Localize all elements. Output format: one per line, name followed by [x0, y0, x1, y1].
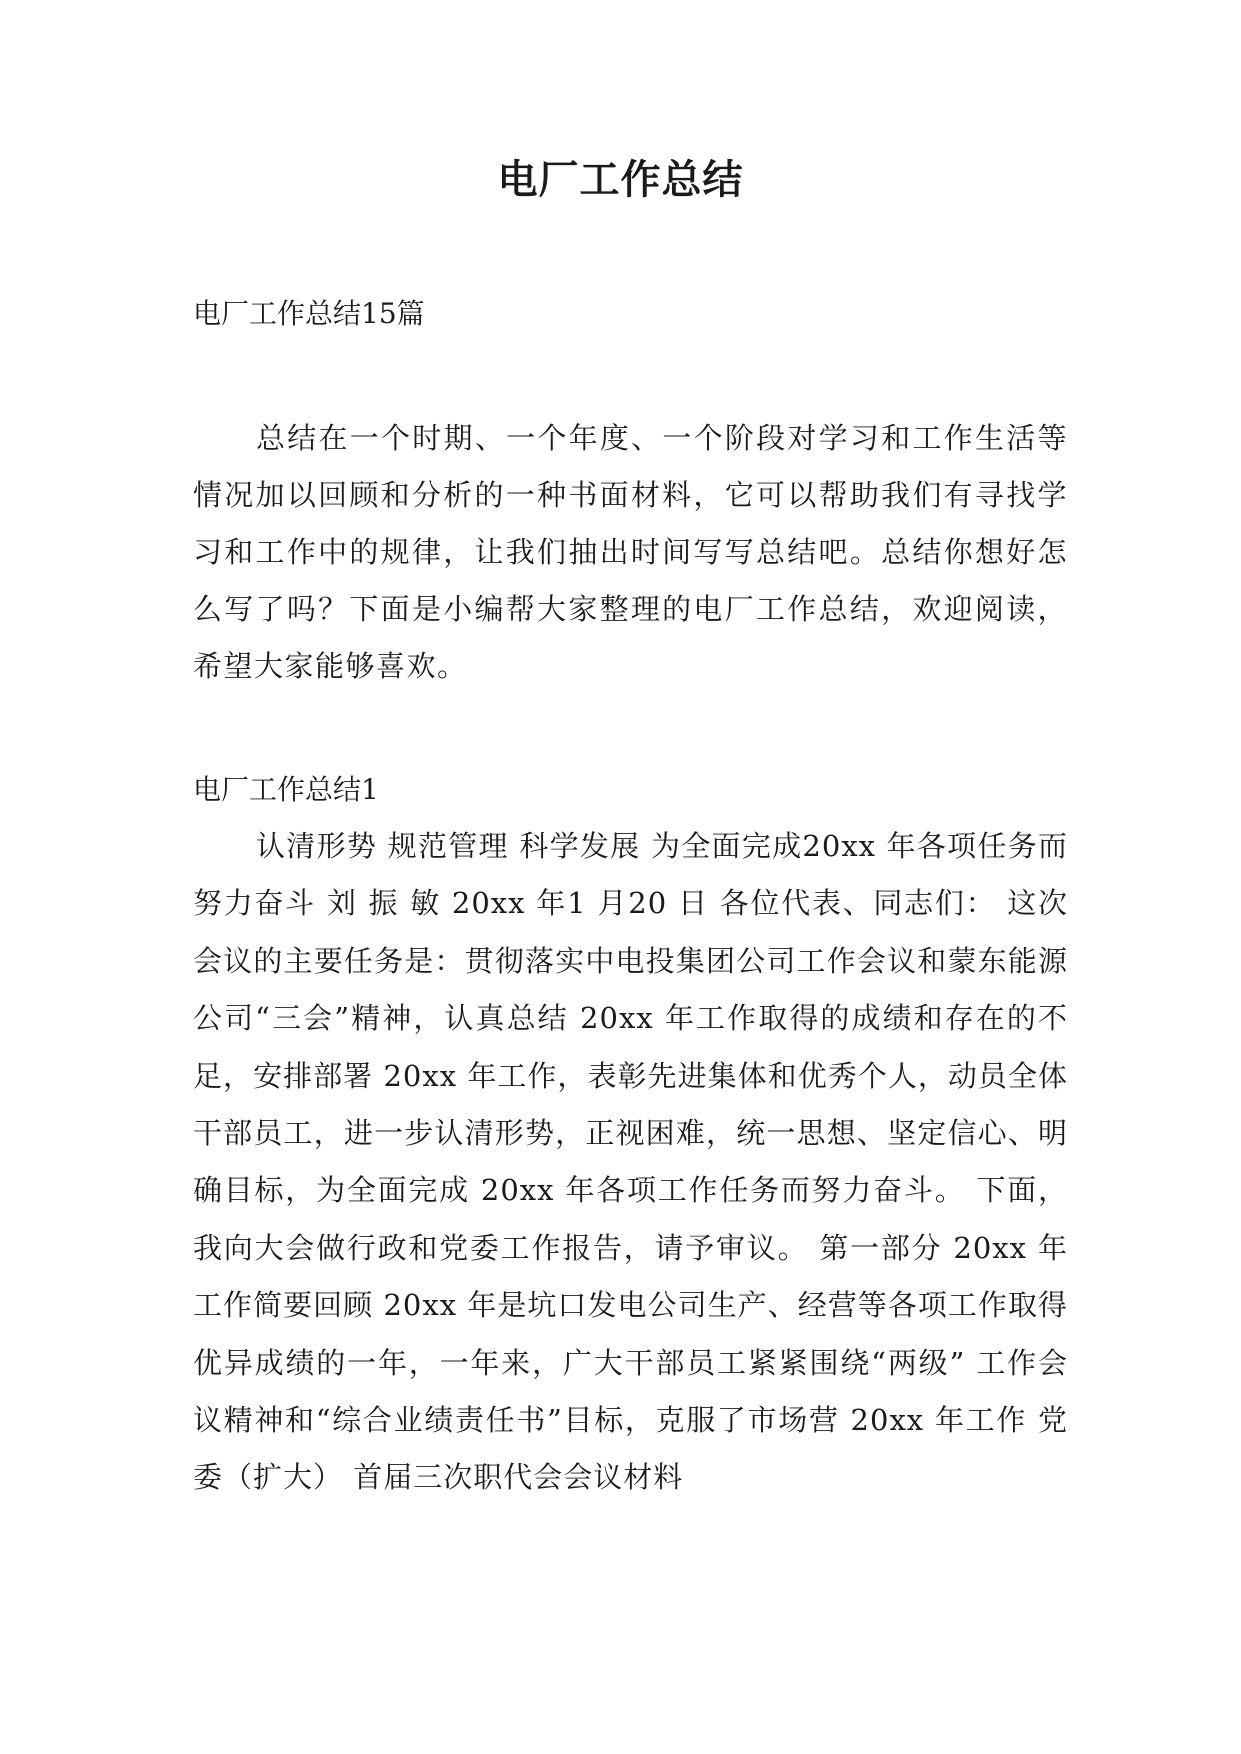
section-heading: 电厂工作总结1 [193, 773, 379, 806]
document-subtitle: 电厂工作总结15篇 [193, 297, 425, 330]
document-title: 电厂工作总结 [497, 157, 744, 203]
body-paragraph: 认清形势 规范管理 科学发展 为全面完成20xx 年各项任务而努力奋斗 刘 振 敏 20xx 年1 月20 日 各位代表、同志们： 这次会议的主要任务是：贯彻落实中电投集团公司工作会议和蒙东能源公司“三会”精神，认真总结 20xx 年工作取得的成绩和存在的不足，安排部署 20xx 年工作，表彰先进集体和优秀个人，动员全体干部员工，进一步认清形势，正视困难，统一思想、坚定信心、明确目标，为全面完成 20xx 年各项工作任务而努力奋斗。 下面，我向大会做行政和党委工作报告，请予审议。 第一部分 20xx 年工作简要回顾 20xx 年是坑口发电公司生产、经营等各项工作取得优异成绩的一年，一年来，广大干部员工紧紧围绕“两级” 工作会议精神和“综合业绩责任书”目标，克服了市场营 20xx 年工作 党委（扩大） 首届三次职代会会议材料 [193, 829, 1068, 1495]
intro-paragraph: 总结在一个时期、一个年度、一个阶段对学习和工作生活等情况加以回顾和分析的一种书面材料，它可以帮助我们有寻找学习和工作中的规律，让我们抽出时间写写总结吧。总结你想好怎么写了吗？下面是小编帮大家整理的电厂工作总结，欢迎阅读，希望大家能够喜欢。 [193, 421, 1068, 683]
